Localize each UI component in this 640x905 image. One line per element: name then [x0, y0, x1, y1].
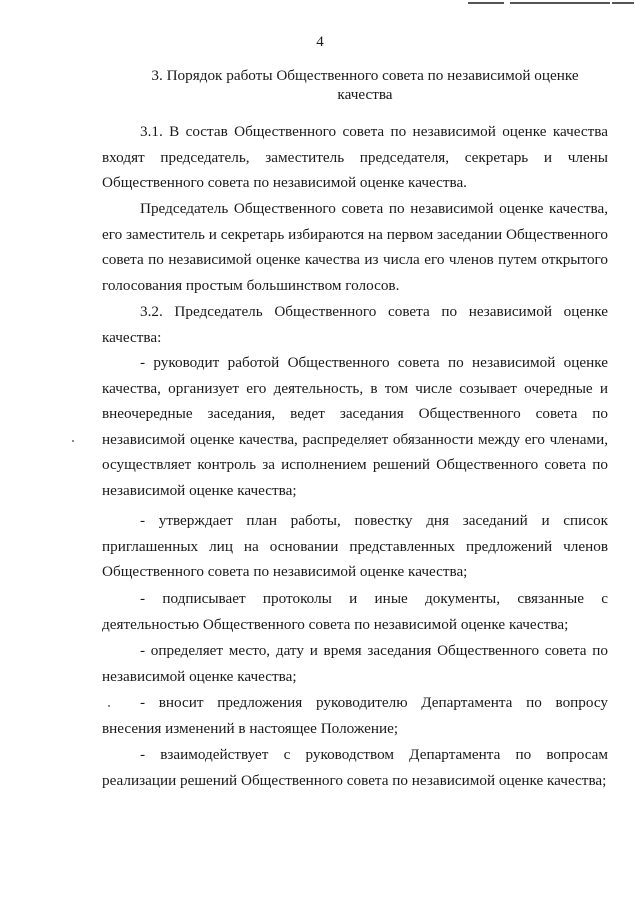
list-item: - взаимодействует с руководством Департамента по вопросам реализации решений Общественного совета по независимой оценке качества; [102, 746, 608, 789]
scan-artifact [612, 2, 634, 4]
scan-speck [108, 705, 110, 707]
list-item: - подписывает протоколы и иные документы, связанные с деятельностью Общественного совета по независимой оценке качества; [102, 590, 608, 633]
list-item: - руководит работой Общественного совета по независимой оценке качества, организует его деятельность, в том числе созывает очередные и внеочередные заседания, ведет заседания Общественного совета по независимой оценке качества, распределяет обязанности между его членами, осуществляет контроль за исполнением решений Общественного совета по независимой оценке качества; [102, 354, 608, 499]
paragraph-3-1: 3.1. В состав Общественного совета по независимой оценке качества входят председатель, заместитель председателя, секретарь и члены Общественного совета по независимой оценке качества. [102, 123, 608, 192]
paragraph-chair-election: Председатель Общественного совета по независимой оценке качества, его заместитель и секретарь избираются на первом заседании Общественного совета по независимой оценке качества из числа его членов путем открытого голосования простым большинством голосов. [102, 200, 608, 294]
list-item: - утверждает план работы, повестку дня заседаний и список приглашенных лиц на основании представленных предложений членов Общественного совета по независимой оценке качества; [102, 512, 608, 581]
list-item: - вносит предложения руководителю Департамента по вопросу внесения изменений в настоящее Положение; [102, 694, 608, 737]
section-title: 3. Порядок работы Общественного совета по независимой оценке качества [151, 67, 579, 103]
scan-artifact [468, 2, 504, 4]
scan-artifact [510, 2, 610, 4]
page-number: 4 [316, 34, 324, 50]
paragraph-3-2: 3.2. Председатель Общественного совета по независимой оценке качества: [102, 303, 608, 346]
list-item: - определяет место, дату и время заседания Общественного совета по независимой оценке качества; [102, 642, 608, 685]
scan-speck [72, 440, 74, 442]
